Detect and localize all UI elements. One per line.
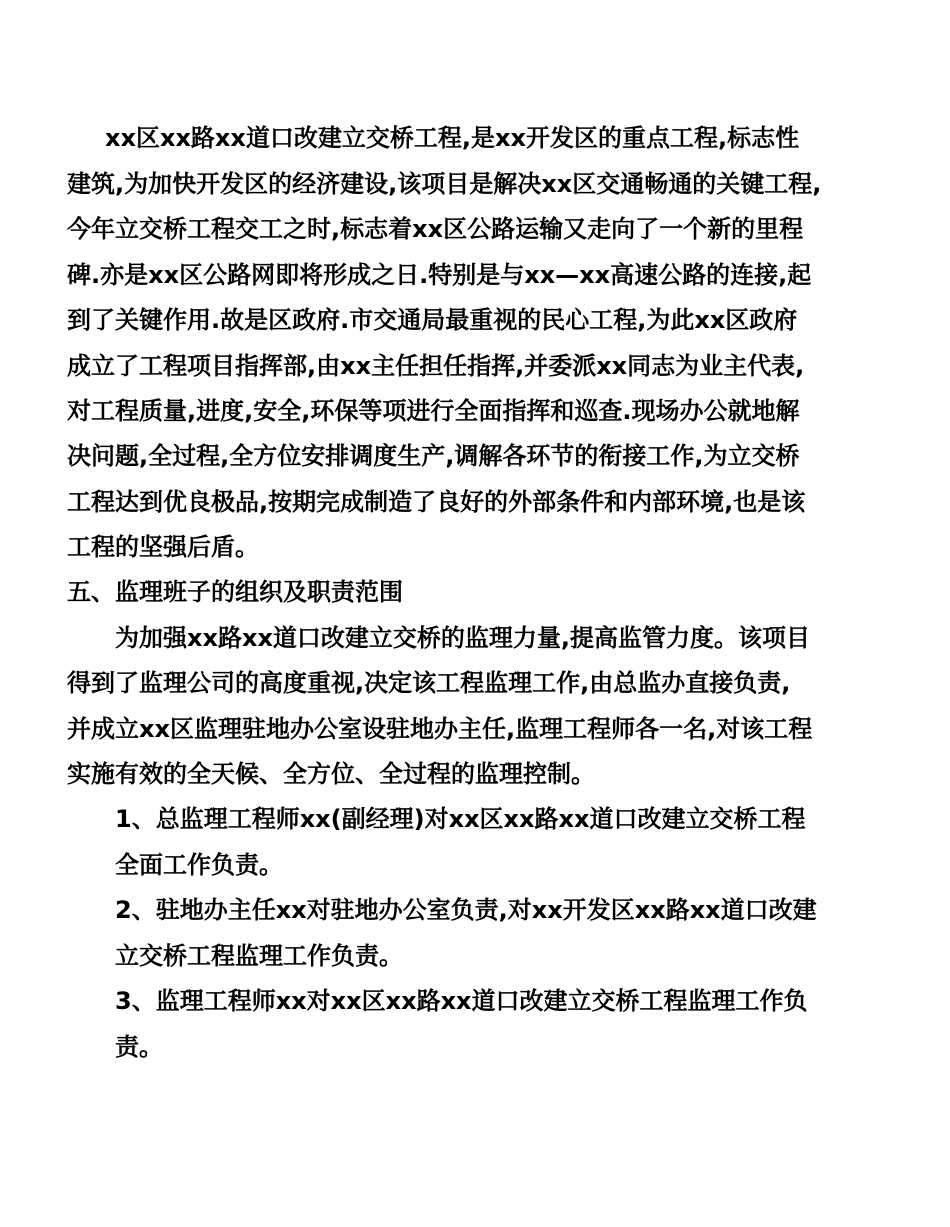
section-heading: 五、监理班子的组织及职责范围 — [67, 578, 403, 606]
paragraph-1-line-6: 成立了工程项目指挥部,由xx主任担任指挥,并委派xx同志为业主代表, — [67, 352, 805, 380]
paragraph-1-line-3: 今年立交桥工程交工之时,标志着xx区公路运输又走向了一个新的里程 — [67, 215, 804, 243]
list-item-1-line-1: 1、总监理工程师xx(副经理)对xx区xx路xx道口改建立交桥工程 — [115, 805, 806, 833]
list-item-3-line-2: 责。 — [115, 1033, 163, 1061]
paragraph-2-line-1: 为加强xx路xx道口改建立交桥的监理力量,提高监管力度。该项目 — [115, 624, 811, 652]
paragraph-1-line-4: 碑.亦是xx区公路网即将形成之日.特别是与xx—xx高速公路的连接,起 — [67, 261, 812, 289]
paragraph-2-line-2: 得到了监理公司的高度重视,决定该工程监理工作,由总监办直接负责, — [67, 669, 791, 697]
paragraph-1-line-10: 工程的坚强后盾。 — [67, 533, 259, 561]
list-item-2-line-1: 2、驻地办主任xx对驻地办公室负责,对xx开发区xx路xx道口改建 — [115, 896, 817, 924]
paragraph-2-line-4: 实施有效的全天候、全方位、全过程的监理控制。 — [67, 760, 595, 788]
paragraph-1-line-2: 建筑,为加快开发区的经济建设,该项目是解决xx区交通畅通的关键工程, — [67, 170, 822, 198]
list-item-3-line-1: 3、监理工程师xx对xx区xx路xx道口改建立交桥工程监理工作负 — [115, 987, 808, 1015]
paragraph-2-line-3: 并成立xx区监理驻地办公室设驻地办主任,监理工程师各一名,对该工程 — [67, 715, 813, 743]
paragraph-1-line-8: 决问题,全过程,全方位安排调度生产,调解各环节的衔接工作,为立交桥 — [67, 442, 800, 470]
paragraph-1-line-1: xx区xx路xx道口改建立交桥工程,是xx开发区的重点工程,标志性 — [105, 124, 800, 152]
paragraph-1-line-7: 对工程质量,进度,安全,环保等项进行全面指挥和巡查.现场办公就地解 — [67, 397, 800, 425]
paragraph-1-line-9: 工程达到优良极品,按期完成制造了良好的外部条件和内部环境,也是该 — [67, 488, 806, 516]
list-item-2-line-2: 立交桥工程监理工作负责。 — [115, 942, 403, 970]
paragraph-1-line-5: 到了关键作用.故是区政府.市交通局最重视的民心工程,为此xx区政府 — [67, 306, 798, 334]
list-item-1-line-2: 全面工作负责。 — [115, 851, 283, 879]
